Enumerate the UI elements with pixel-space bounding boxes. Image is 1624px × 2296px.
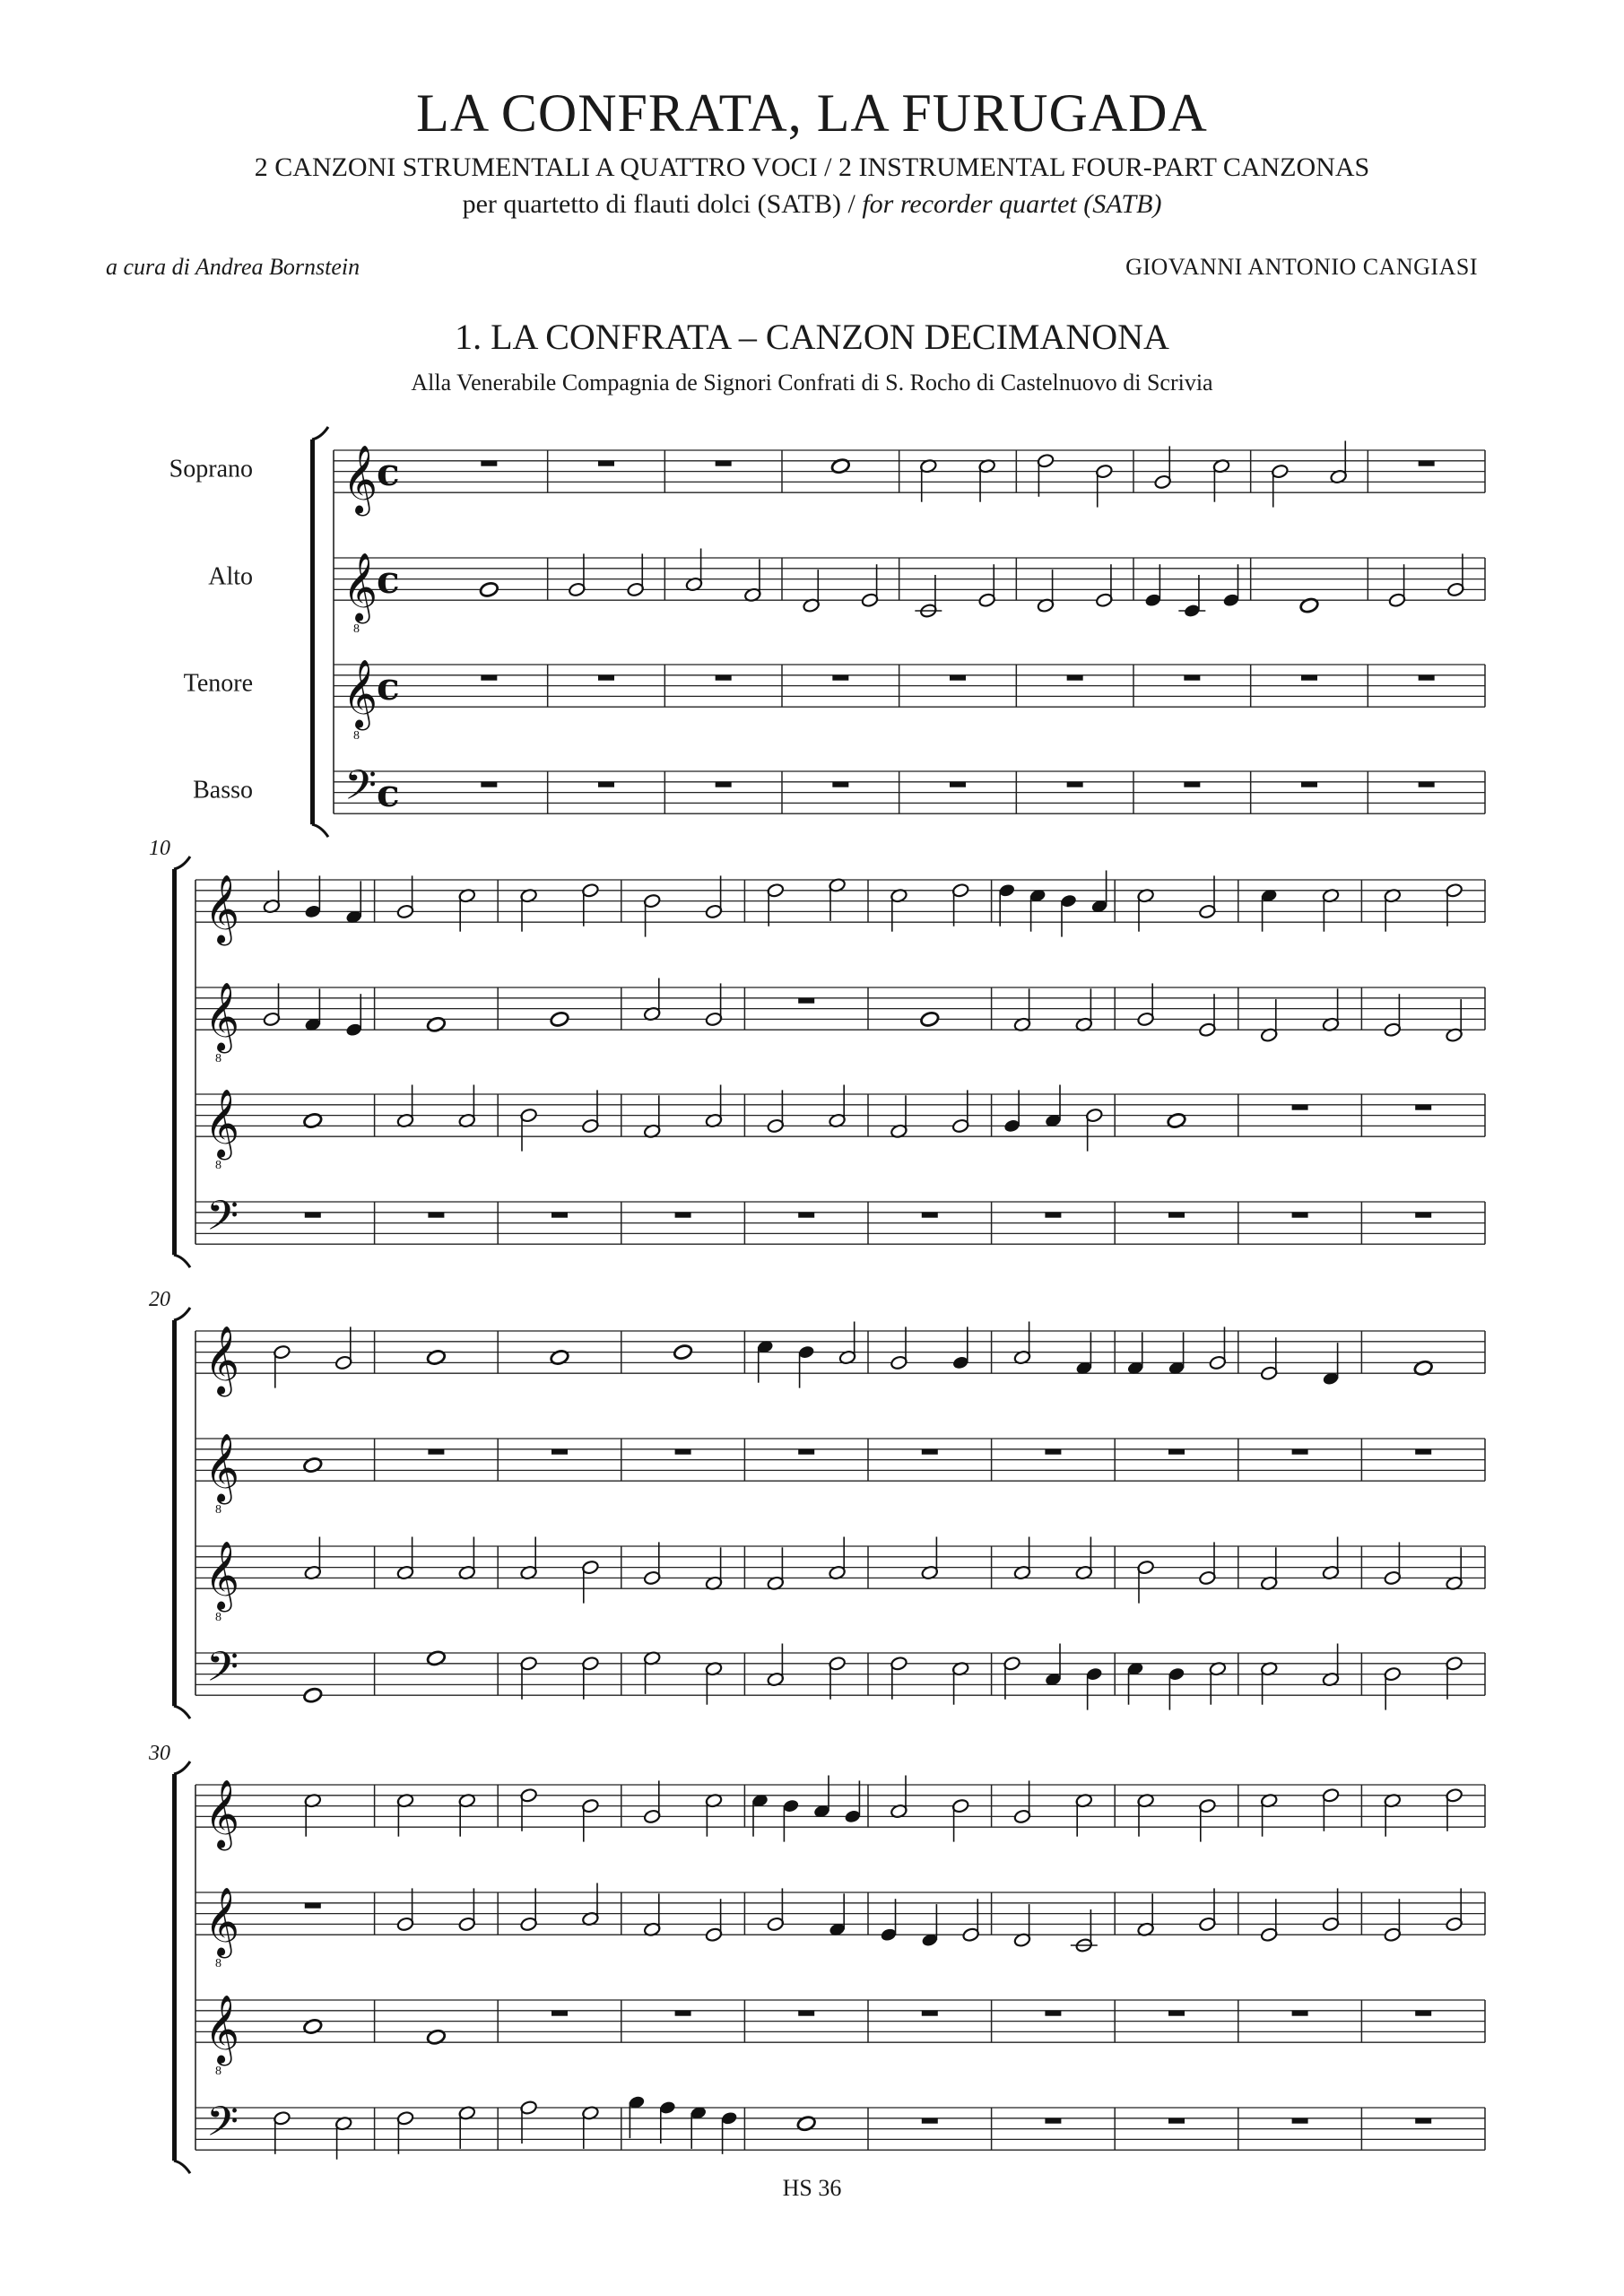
- whole-rest: [716, 782, 732, 787]
- piece-title: 1. LA CONFRATA – CANZON DECIMANONA: [455, 317, 1169, 357]
- whole-rest: [832, 675, 848, 681]
- whole-rest: [950, 675, 966, 681]
- whole-rest: [675, 2011, 691, 2016]
- whole-rest: [1184, 782, 1200, 787]
- whole-note: [1299, 597, 1320, 614]
- whole-rest: [1045, 1213, 1061, 1218]
- bass-clef-icon: 𝄢: [344, 761, 378, 821]
- staff-basso: [193, 761, 1485, 820]
- bass-clef-icon: 𝄢: [206, 1643, 239, 1702]
- whole-rest: [832, 782, 848, 787]
- whole-rest: [1415, 1105, 1431, 1110]
- whole-rest: [716, 675, 732, 681]
- whole-rest: [716, 461, 732, 466]
- whole-rest: [1184, 675, 1200, 681]
- treble-clef-icon: 𝄞: [204, 981, 240, 1051]
- whole-rest: [428, 1449, 444, 1455]
- whole-note: [426, 1649, 447, 1666]
- staff-soprano: [195, 1322, 1485, 1397]
- whole-note: [673, 1344, 693, 1361]
- whole-note: [303, 1112, 324, 1129]
- whole-rest: [481, 782, 497, 787]
- treble-clef-icon: 𝄞: [204, 1325, 240, 1395]
- whole-note: [479, 581, 499, 598]
- whole-rest: [1168, 1213, 1185, 1218]
- collection-title: LA CONFRATA, LA FURUGADA: [416, 83, 1208, 143]
- instrumentation-english: for recorder quartet (SATB): [862, 189, 1162, 219]
- whole-rest: [1067, 782, 1083, 787]
- score-system: [169, 427, 1485, 837]
- instrumentation-italian: per quartetto di flauti dolci (SATB) /: [462, 189, 863, 219]
- whole-rest: [1292, 2011, 1308, 2016]
- whole-rest: [1301, 675, 1317, 681]
- whole-note: [303, 1687, 324, 1704]
- whole-rest: [1415, 2118, 1431, 2124]
- whole-rest: [481, 461, 497, 466]
- score-system: [149, 837, 1485, 1267]
- octave-eight-icon: 8: [215, 1159, 221, 1173]
- treble-clef-icon: 𝄞: [204, 1994, 240, 2064]
- whole-rest: [1301, 782, 1317, 787]
- staff-tenore: [195, 1085, 1485, 1173]
- bass-clef-icon: 𝄢: [206, 1192, 239, 1251]
- whole-rest: [798, 998, 814, 1004]
- staff-alto: [195, 978, 1485, 1066]
- collection-subtitle: 2 CANZONI STRUMENTALI A QUATTRO VOCI / 2 INSTRUMENTAL FOUR-PART CANZONAS: [254, 152, 1370, 182]
- time-signature: c: [377, 664, 400, 709]
- staff-tenore: [184, 658, 1485, 743]
- whole-note: [1167, 1112, 1187, 1129]
- part-name-alto: Alto: [208, 562, 253, 591]
- part-name-tenore: Tenore: [183, 669, 253, 698]
- octave-eight-icon: 8: [215, 1052, 221, 1066]
- whole-rest: [675, 1213, 691, 1218]
- composer-name: GIOVANNI ANTONIO CANGIASI: [1125, 254, 1478, 280]
- whole-note: [830, 457, 851, 474]
- staff-basso: [195, 1643, 1485, 1709]
- whole-rest: [305, 1903, 321, 1909]
- whole-rest: [1045, 2011, 1061, 2016]
- treble-clef-icon: 𝄞: [204, 1088, 240, 1158]
- system-bracket: [172, 1774, 177, 2161]
- whole-rest: [551, 1449, 568, 1455]
- treble-clef-icon: 𝄞: [204, 1886, 240, 1956]
- staff-tenore: [195, 1994, 1485, 2078]
- whole-rest: [675, 1449, 691, 1455]
- staff-alto: [195, 1432, 1485, 1517]
- whole-note: [1413, 1360, 1434, 1377]
- whole-rest: [922, 1213, 938, 1218]
- whole-note: [550, 1349, 570, 1366]
- whole-rest: [1168, 1449, 1185, 1455]
- editor-credit: a cura di Andrea Bornstein: [106, 254, 360, 280]
- measure-number: 30: [149, 1742, 170, 1765]
- whole-note: [550, 1011, 570, 1028]
- time-signature: c: [377, 770, 400, 815]
- whole-rest: [598, 782, 614, 787]
- whole-rest: [1292, 1213, 1308, 1218]
- octave-eight-icon: 8: [353, 729, 360, 744]
- whole-rest: [1168, 2118, 1185, 2124]
- part-name-soprano: Soprano: [169, 455, 253, 483]
- treble-clef-icon: 𝄞: [343, 552, 378, 622]
- whole-rest: [1045, 1449, 1061, 1455]
- whole-rest: [598, 675, 614, 681]
- bracket-bottom-hook: [174, 1706, 190, 1718]
- staff-soprano: [195, 1776, 1485, 1851]
- bracket-top-hook: [174, 1761, 190, 1774]
- whole-rest: [1415, 2011, 1431, 2016]
- octave-eight-icon: 8: [353, 622, 360, 637]
- whole-rest: [798, 1213, 814, 1218]
- whole-note: [426, 1349, 447, 1366]
- staff-basso: [195, 1192, 1485, 1250]
- catalog-number: HS 36: [782, 2175, 842, 2201]
- whole-rest: [1292, 1105, 1308, 1110]
- time-signature: c: [377, 449, 400, 494]
- treble-clef-icon: 𝄞: [204, 1540, 240, 1610]
- staff-soprano: [169, 441, 1485, 517]
- whole-rest: [1067, 675, 1083, 681]
- staff-alto: [195, 1883, 1485, 1971]
- whole-rest: [551, 2011, 568, 2016]
- bracket-bottom-hook: [174, 1255, 190, 1267]
- part-name-basso: Basso: [193, 776, 253, 804]
- whole-note: [796, 2115, 817, 2132]
- whole-rest: [922, 2011, 938, 2016]
- whole-rest: [1045, 2118, 1061, 2124]
- staff-soprano: [195, 871, 1485, 946]
- whole-rest: [1415, 1213, 1431, 1218]
- bracket-top-hook: [174, 857, 190, 869]
- score-system: [149, 1288, 1485, 1718]
- octave-eight-icon: 8: [215, 1611, 221, 1625]
- system-bracket: [310, 439, 315, 824]
- whole-rest: [922, 1449, 938, 1455]
- treble-clef-icon: 𝄞: [204, 1432, 240, 1502]
- whole-rest: [798, 2011, 814, 2016]
- bracket-top-hook: [312, 427, 328, 439]
- system-bracket: [172, 1320, 177, 1706]
- whole-note: [303, 2018, 324, 2035]
- score-system: [148, 1742, 1485, 2173]
- whole-rest: [1168, 2011, 1185, 2016]
- treble-clef-icon: 𝄞: [204, 1779, 240, 1848]
- whole-note: [303, 1457, 324, 1474]
- treble-clef-icon: 𝄞: [343, 444, 378, 514]
- whole-rest: [798, 1449, 814, 1455]
- whole-rest: [1292, 2118, 1308, 2124]
- bass-clef-icon: 𝄢: [206, 2098, 239, 2157]
- whole-rest: [481, 675, 497, 681]
- piece-dedication: Alla Venerabile Compagnia de Signori Confrati di S. Rocho di Castelnuovo di Scrivia: [411, 370, 1213, 396]
- whole-rest: [950, 782, 966, 787]
- whole-rest: [1415, 1449, 1431, 1455]
- whole-rest: [1419, 675, 1435, 681]
- bracket-top-hook: [174, 1308, 190, 1320]
- time-signature: c: [377, 557, 400, 602]
- staff-alto: [208, 549, 1485, 637]
- whole-rest: [598, 461, 614, 466]
- octave-eight-icon: 8: [215, 1957, 221, 1971]
- system-bracket: [172, 869, 177, 1255]
- whole-note: [920, 1011, 941, 1028]
- bracket-bottom-hook: [312, 824, 328, 837]
- measure-number: 20: [149, 1288, 170, 1311]
- treble-clef-icon: 𝄞: [343, 658, 378, 728]
- whole-rest: [1419, 461, 1435, 466]
- whole-rest: [551, 1213, 568, 1218]
- whole-rest: [922, 2118, 938, 2124]
- treble-clef-icon: 𝄞: [204, 874, 240, 944]
- bracket-bottom-hook: [174, 2161, 190, 2173]
- whole-rest: [428, 1213, 444, 1218]
- whole-rest: [1292, 1449, 1308, 1455]
- whole-note: [426, 2029, 447, 2046]
- whole-rest: [305, 1213, 321, 1218]
- whole-rest: [1419, 782, 1435, 787]
- staff-tenore: [195, 1537, 1485, 1625]
- octave-eight-icon: 8: [215, 1503, 221, 1518]
- staff-basso: [195, 2095, 1485, 2160]
- measure-number: 10: [149, 837, 170, 860]
- whole-note: [426, 1016, 447, 1033]
- octave-eight-icon: 8: [215, 2065, 221, 2079]
